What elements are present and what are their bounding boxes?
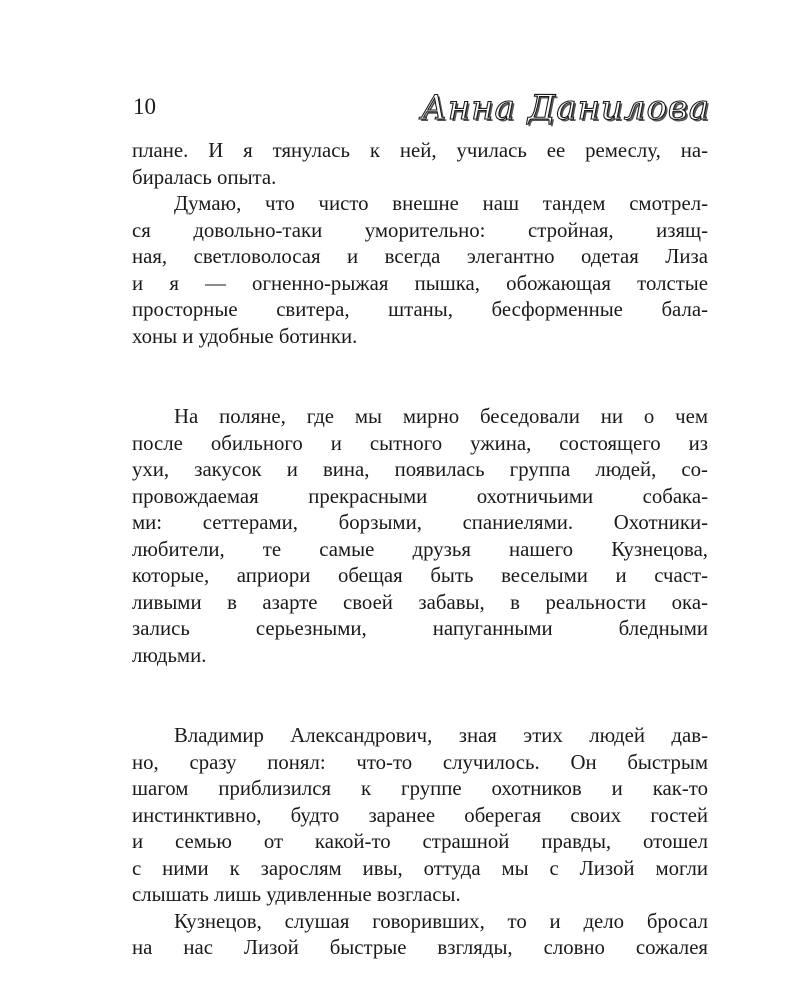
text-line: Кузнецов, слушая говоривших, то и дело бросал (174, 909, 708, 933)
author-name: Анна Данилова (420, 88, 710, 128)
page-number: 10 (133, 94, 156, 119)
text-line: зались серьезными, напуганными бледными (132, 617, 708, 640)
text-line: но, сразу понял: что-то случилось. Он быстрым (132, 750, 708, 774)
paragraph-gap (132, 350, 708, 377)
text-line: ухи, закусок и вина, появилась группа людей, со- (132, 458, 708, 481)
text-line: Думаю, что чисто внешне наш тандем смотрел- (174, 192, 708, 215)
text-line: хоны и удобные ботинки. (132, 324, 358, 348)
text-line: плане. И я тянулась к ней, училась ее ремеслу, на- (132, 139, 708, 162)
paragraph-gap (132, 377, 708, 404)
text-line: провождаемая прекрасными охотничьими собака- (132, 484, 708, 508)
text-line: на нас Лизой быстрые взгляды, словно сожалея (132, 936, 708, 959)
paragraph-gap (132, 696, 708, 723)
text-line: ми: сеттерами, борзыми, спаниелями. Охотники- (132, 511, 708, 534)
text-line: с ними к зарослям ивы, оттуда мы с Лизой могли (132, 856, 708, 880)
text-line: и я — огненно-рыжая пышка, обожающая толстые (132, 271, 708, 295)
text-line: На поляне, где мы мирно беседовали ни о чем (174, 405, 708, 428)
text-line: ся довольно-таки уморительно: стройная, изящ- (132, 218, 708, 242)
text-line: которые, априори обещая быть веселыми и счаст- (132, 564, 708, 587)
text-line: ная, светловолосая и всегда элегантно одетая Лиза (132, 245, 708, 268)
text-line: инстинктивно, будто заранее оберегая своих гостей (132, 803, 708, 827)
text-line: Владимир Александрович, зная этих людей дав- (174, 724, 708, 747)
text-line: шагом приблизился к группе охотников и как-то (132, 777, 708, 800)
text-line: биралась опыта. (132, 165, 277, 189)
text-line: и семью от какой-то страшной правды, отошел (132, 830, 708, 853)
text-line: любители, те самые друзья нашего Кузнецова, (132, 537, 708, 561)
text-line: людьми. (132, 643, 207, 667)
running-header (130, 88, 710, 132)
text-line: после обильного и сытного ужина, состоящего из (132, 431, 708, 455)
text-line: просторные свитера, штаны, бесформенные бала- (132, 298, 708, 321)
paragraph-gap (132, 669, 708, 696)
text-line: ливыми в азарте своей забавы, в реальности ока- (132, 590, 708, 614)
text-line: слышать лишь удивленные возгласы. (132, 883, 461, 906)
body-text (132, 138, 708, 962)
